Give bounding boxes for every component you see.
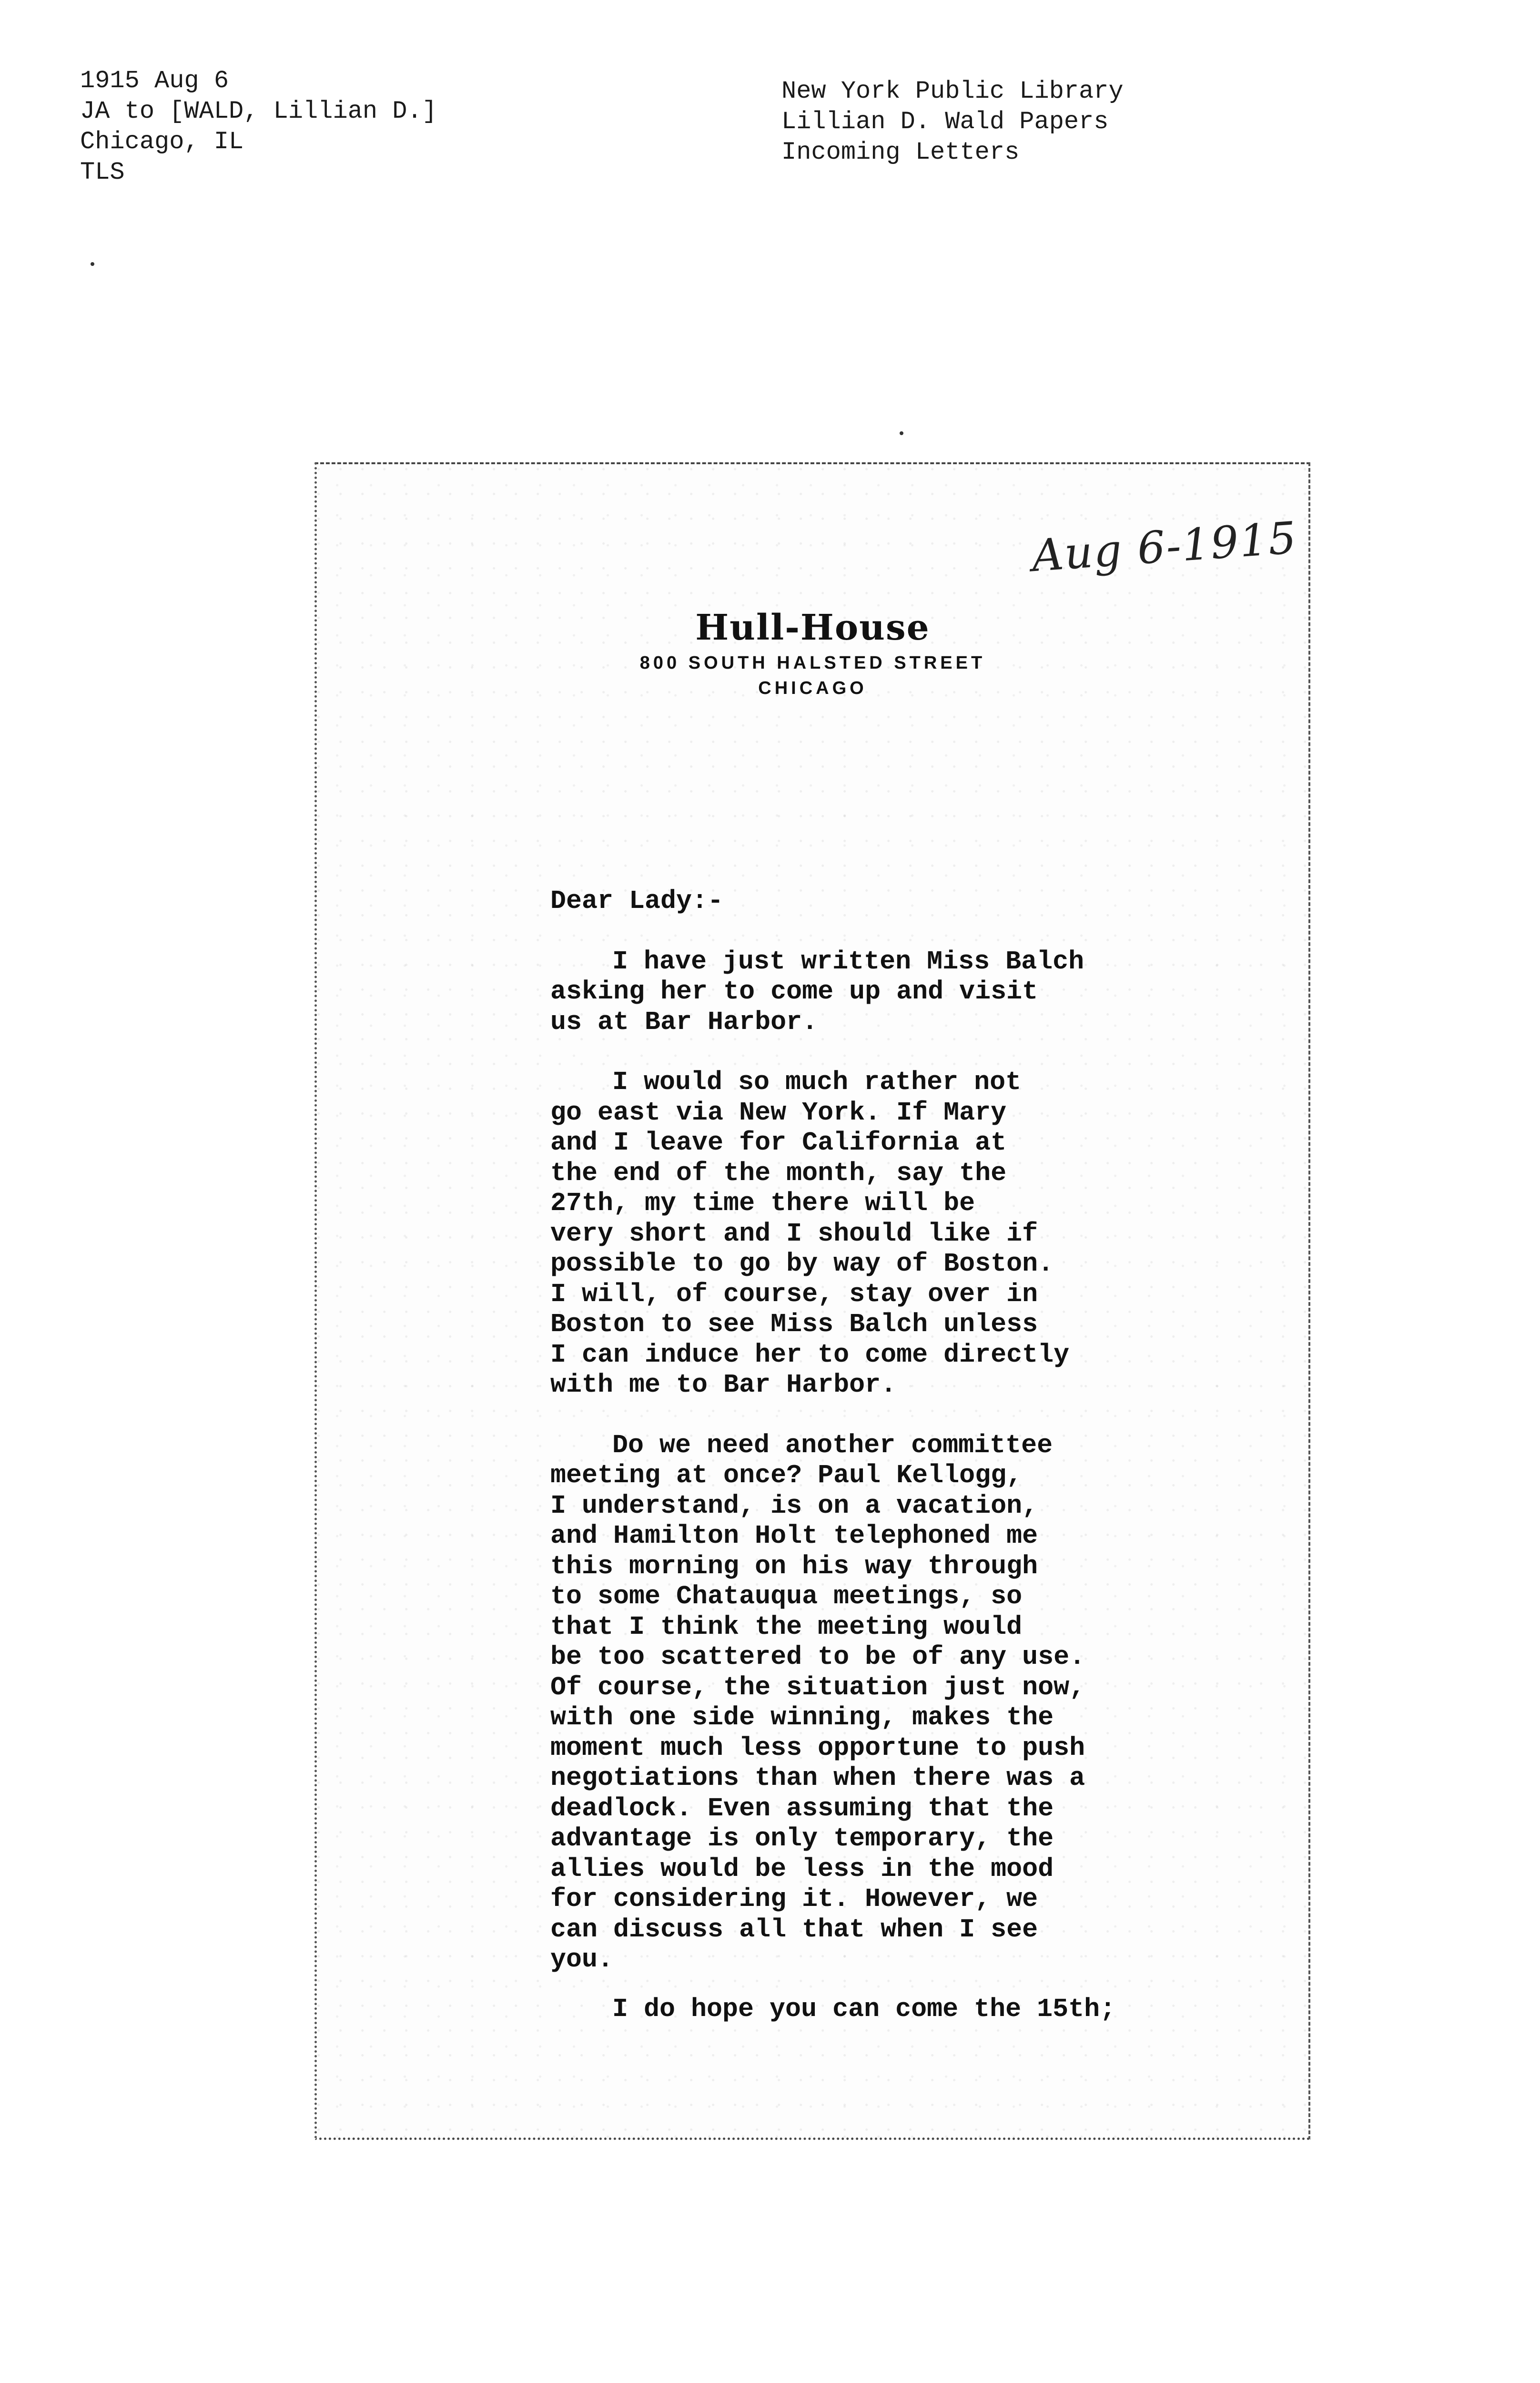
text-line: advantage is only temporary, the [550, 1823, 1054, 1853]
text-line: I will, of course, stay over in [550, 1279, 1038, 1309]
text-line: go east via New York. If Mary [550, 1097, 1007, 1128]
text-line: us at Bar Harbor. [550, 1007, 818, 1037]
text-line: for considering it. However, we [550, 1884, 1038, 1914]
citation-date: 1915 Aug 6 [80, 67, 229, 95]
text-line: Boston to see Miss Balch unless [550, 1309, 1038, 1339]
text-line: I have just written Miss Balch [612, 946, 1084, 977]
text-line: possible to go by way of Boston. [550, 1249, 1054, 1279]
scan-speck [900, 431, 903, 435]
text-line: and Hamilton Holt telephoned me [550, 1521, 1038, 1551]
text-line: the end of the month, say the [550, 1158, 1007, 1188]
citation-correspondents: JA to [WALD, Lillian D.] [80, 97, 437, 125]
letter-sheet [314, 462, 1310, 2140]
source-series: Incoming Letters [781, 138, 1020, 166]
text-line: I can induce her to come directly [550, 1339, 1070, 1370]
text-line: very short and I should like if [550, 1218, 1038, 1249]
text-line: I do hope you can come the 15th; [612, 1994, 1116, 2024]
salutation: Dear Lady:- [550, 886, 724, 916]
text-line: can discuss all that when I see [550, 1914, 1038, 1945]
text-line: allies would be less in the mood [550, 1853, 1054, 1884]
citation-place: Chicago, IL [80, 128, 244, 156]
scan-speck [91, 262, 94, 266]
text-line: negotiations than when there was a [550, 1763, 1085, 1793]
text-line: moment much less opportune to push [550, 1732, 1085, 1763]
archive-source [781, 76, 1124, 168]
text-line: with me to Bar Harbor. [550, 1370, 897, 1400]
text-line: meeting at once? Paul Kellogg, [550, 1460, 1023, 1490]
text-line: this morning on his way through [550, 1551, 1038, 1581]
letter-body [550, 886, 1284, 2024]
letterhead [317, 607, 1308, 699]
letterhead-city: CHICAGO [758, 678, 867, 698]
text-line: Of course, the situation just now, [550, 1672, 1085, 1702]
text-line: asking her to come up and visit [550, 977, 1038, 1007]
text-line: 27th, my time there will be [550, 1188, 975, 1218]
text-line: Do we need another committee [612, 1430, 1053, 1460]
text-line: deadlock. Even assuming that the [550, 1793, 1054, 1823]
text-line: with one side winning, makes the [550, 1702, 1054, 1732]
paragraph-4 [550, 1994, 1284, 2025]
handwritten-date: Aug 6-1915 [1030, 512, 1299, 582]
archive-citation [80, 66, 437, 188]
letterhead-address: 800 SOUTH HALSTED STREET [639, 653, 986, 673]
letterhead-name: Hull-House [695, 607, 930, 648]
text-line: I would so much rather not [612, 1067, 1022, 1097]
paragraph-2 [550, 1067, 1284, 1400]
paragraph-3 [550, 1430, 1284, 1975]
text-line: and I leave for California at [550, 1128, 1007, 1158]
source-collection: Lillian D. Wald Papers [781, 108, 1109, 136]
source-library: New York Public Library [781, 77, 1124, 105]
paragraph-1 [550, 947, 1284, 1038]
text-line: that I think the meeting would [550, 1611, 1023, 1642]
text-line: I understand, is on a vacation, [550, 1490, 1038, 1521]
text-line: be too scattered to be of any use. [550, 1642, 1085, 1672]
text-line: to some Chatauqua meetings, so [550, 1581, 1023, 1611]
citation-type: TLS [80, 158, 125, 186]
text-line: you. [550, 1945, 614, 1975]
